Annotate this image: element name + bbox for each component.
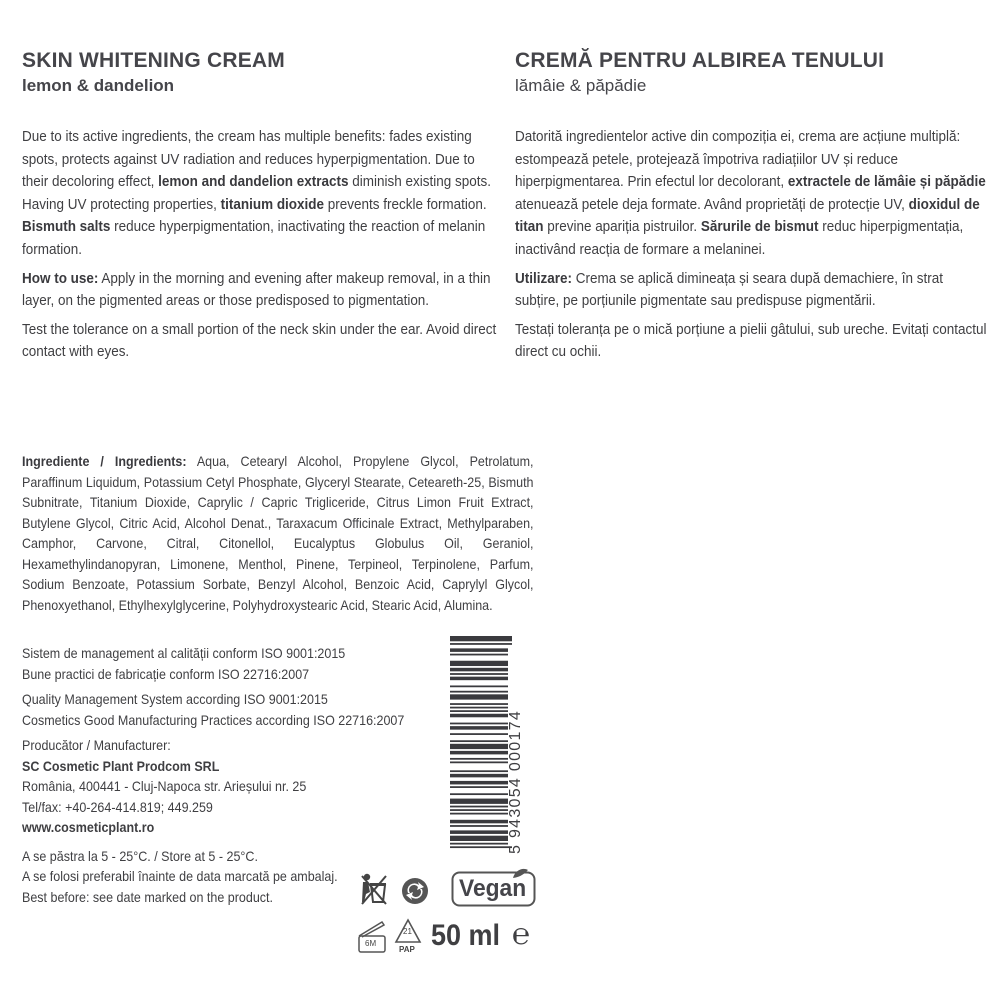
manufacturer-phone: Tel/fax: +40-264-414.819; 449.259 [22, 799, 213, 815]
storage-line1: A se păstra la 5 - 25°C. / Store at 5 - 25°C. [22, 848, 258, 864]
quality-en [22, 690, 454, 731]
barcode [450, 636, 536, 856]
text-segment-4: previne apariția pistruilor. [543, 219, 701, 236]
barcode-bar [450, 643, 512, 645]
barcode-bar [450, 846, 512, 848]
barcode-bar [450, 793, 508, 795]
ingredients-label: Ingrediente / Ingredients: [22, 454, 187, 469]
barcode-bar [450, 710, 508, 712]
barcode-bar [450, 843, 508, 845]
romanian-howto-text: Crema se aplică dimineața și seara după demachiere, în strat subțire, pe porțiunile pigmentate sau predispuse pigmentării. [515, 270, 943, 310]
manufacturer-website[interactable]: www.cosmeticplant.ro [22, 820, 155, 835]
barcode-bar [450, 714, 508, 718]
english-description [22, 126, 496, 262]
romanian-column [515, 48, 995, 370]
romanian-title: CREMĂ PENTRU ALBIREA TENULUI [515, 49, 885, 72]
barcode-bar [450, 761, 508, 763]
manufacturer-label: Producător / Manufacturer: [22, 738, 171, 753]
barcode-bar [450, 723, 508, 725]
barcode-bar [450, 774, 508, 778]
pao-months: 6M [365, 939, 377, 948]
english-title: SKIN WHITENING CREAM [22, 49, 285, 72]
barcode-bar [450, 733, 508, 735]
barcode-bar [450, 830, 508, 834]
barcode-bar [450, 820, 508, 824]
english-howto-label: How to use: [22, 270, 99, 287]
quality-ro-line2: Bune practici de fabricație conform ISO 22716:2007 [22, 666, 310, 682]
pao-jar-shape [356, 916, 388, 956]
barcode-bar [450, 668, 508, 672]
barcode-bar [450, 703, 508, 705]
pap-recycle-icon [394, 918, 422, 958]
romanian-test: Testați toleranța pe o mică porțiune a pielii gâtului, sub ureche. Evitați contactul direct cu ochii. [515, 321, 987, 361]
text-segment-0: Datorită ingredientelor active din compoziția ei, crema are acțiune multiplă: estompează petele, protejează împotriva radiațiilor UV și reduce hiperpigmentarea. Prin efectul lor decolorant, [515, 129, 961, 191]
text-segment-2: atenuează petele deja formate. Având proprietăți de protecție UV, [515, 196, 909, 213]
barcode-bar [450, 661, 508, 666]
romanian-howto [515, 268, 989, 313]
bold-segment-3: dioxidul de titan [515, 196, 980, 236]
pap-code: 21 [403, 927, 412, 936]
romanian-howto-label: Utilizare: [515, 270, 572, 287]
barcode-bar [450, 825, 508, 827]
manufacturer-info [22, 736, 454, 839]
quality-en-line2: Cosmetics Good Manufacturing Practices according ISO 22716:2007 [22, 712, 405, 728]
text-segment-6: reduce hyperpigmentation, inactivating the reaction of melanin formation. [22, 219, 486, 258]
barcode-bar [450, 799, 508, 804]
barcode-bar [450, 751, 508, 755]
bold-segment-5: Bismuth salts [22, 219, 111, 236]
barcode-bar [450, 694, 508, 699]
ingredients-text [22, 452, 534, 616]
barcode-bar [450, 806, 508, 808]
ingredients-block [22, 452, 534, 616]
barcode-bar [450, 636, 512, 641]
bold-segment-5: Sărurile de bismut [700, 219, 819, 236]
barcode-bar [450, 654, 508, 656]
ingredients-list: Aqua, Cetearyl Alcohol, Propylene Glycol, Petrolatum, Paraffinum Liquidum, Potassium Cetyl Phosphate, Glyceryl Stearate, Ceteareth-25, Bismuth Subnitrate, Titanium Dioxide, Caprylic / Capric Trigliceride, Citrus Limon Fruit Extract, Butylene Glycol, Citric Acid, Alcohol Denat., Taraxacum Officinale Extract, Methylparaben, Camphor, Carvone, Citral, Citonellol, Eucalyptus Globulus Oil, Geraniol, Hexamethylindanopyran, Limonene, Menthol, Pinene, Terpineol, Terpinolene, Parfum, Sodium Benzoate, Potassium Sorbate, Benzyl Alcohol, Benzoic Acid, Caprylyl Glycol, Phenoxyethanol, Ethylhexylglycerine, Polyhydroxystearic Acid, Stearic Acid, Alumina. [22, 454, 534, 613]
romanian-subtitle: lămâie & păpădie [515, 76, 647, 95]
text-segment-4: prevents freckle formation. [324, 196, 487, 213]
quality-ro [22, 644, 454, 685]
storage-line3: Best before: see date marked on the product. [22, 889, 273, 905]
manufacturer-address: România, 400441 - Cluj-Napoca str. Arieșului nr. 25 [22, 779, 307, 794]
quality-ro-line1: Sistem de management al calității conform ISO 9001:2015 [22, 646, 346, 661]
romanian-description [515, 126, 989, 262]
barcode-digits: 5 943054 000174 [507, 709, 524, 854]
barcode-bar [450, 813, 508, 815]
barcode-bar [450, 809, 508, 811]
estimated-sign: ℮ [512, 918, 531, 951]
pap-label: PAP [399, 945, 415, 954]
barcode-bar [450, 781, 508, 785]
barcode-bar [450, 786, 508, 788]
bin-icon [358, 872, 388, 906]
barcode-bar [450, 744, 508, 749]
barcode-bar [450, 770, 508, 772]
barcode-bar [450, 673, 508, 675]
volume-label: 50 ml [431, 919, 501, 952]
barcode-bar [450, 836, 508, 841]
vegan-label: Vegan [459, 875, 527, 902]
barcode-bars [450, 636, 512, 848]
english-test: Test the tolerance on a small portion of the neck skin under the ear. Avoid direct contact with eyes. [22, 321, 497, 361]
manufacturer-name: SC Cosmetic Plant Prodcom SRL [22, 758, 220, 774]
bold-segment-1: extractele de lămâie și păpădie [787, 174, 986, 191]
storage-line2: A se folosi preferabil înainte de data marcată pe ambalaj. [22, 869, 338, 884]
english-subtitle: lemon & dandelion [22, 76, 175, 95]
barcode-bar [450, 740, 508, 742]
barcode-bar [450, 707, 508, 709]
text-segment-6: reduc hiperpigmentația, inactivând reacția de formare a melaninei. [515, 219, 964, 258]
barcode-bar [450, 648, 508, 652]
barcode-bar [450, 758, 508, 760]
quality-en-line1: Quality Management System according ISO 9001:2015 [22, 692, 328, 707]
vegan-badge [451, 868, 536, 908]
english-howto-text: Apply in the morning and evening after makeup removal, in a thin layer, on the pigmented areas or those predisposed to pigmentation. [22, 270, 491, 310]
pao-jar-icon [356, 916, 388, 956]
english-howto [22, 268, 496, 313]
recycle-icon [400, 876, 430, 906]
bold-segment-3: titanium dioxide [220, 196, 325, 213]
bold-segment-1: lemon and dandelion extracts [158, 174, 349, 191]
barcode-bar [450, 691, 508, 693]
text-segment-0: Due to its active ingredients, the cream has multiple benefits: fades existing spots, protects against UV radiation and reduces hyperpigmentation. Due to their decoloring effect, [22, 129, 475, 191]
barcode-bar [450, 726, 508, 730]
storage-info [22, 847, 454, 909]
text-segment-2: diminish existing spots. Having UV protecting properties, [22, 174, 491, 213]
barcode-bar [450, 685, 508, 687]
barcode-bar [450, 677, 508, 681]
english-column [22, 48, 497, 370]
